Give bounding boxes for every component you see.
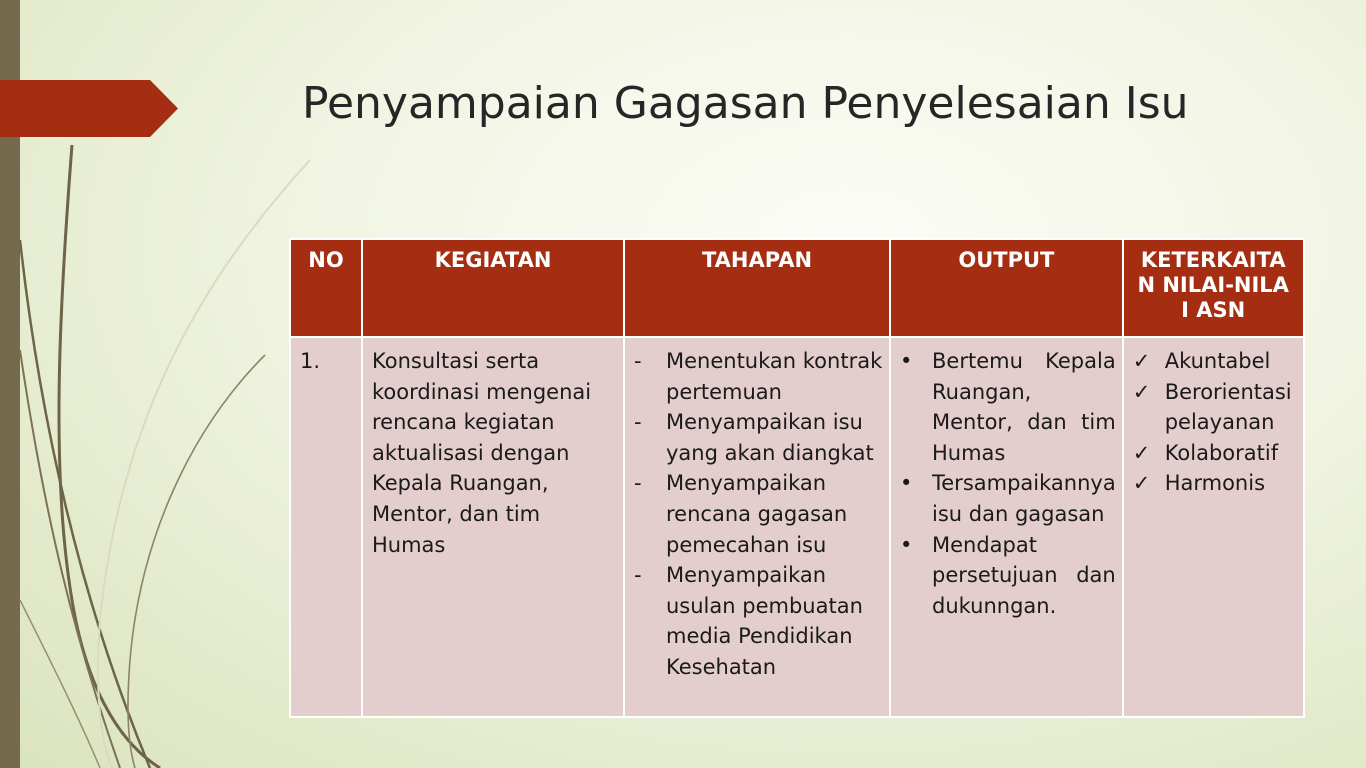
- check-icon: ✓: [1132, 379, 1151, 404]
- header-keterkaitan: KETERKAITAN NILAI-NILAI ASN: [1123, 239, 1304, 337]
- table-header-row: [290, 239, 1304, 337]
- cell-tahapan: [624, 337, 890, 717]
- list-item: • Bertemu Kepala Ruangan, Mentor, dan tim Humas: [900, 346, 1116, 468]
- dash-marker: -: [634, 410, 642, 435]
- keterkaitan-list: [1133, 346, 1297, 499]
- list-item: • Mendapat persetujuan dan dukunngan.: [900, 530, 1116, 622]
- list-item: - Menyampaikan isu yang akan diangkat: [634, 407, 883, 468]
- activity-table: [289, 238, 1305, 718]
- header-tahapan: TAHAPAN: [624, 239, 890, 337]
- check-icon: ✓: [1132, 349, 1151, 373]
- bullet-marker: •: [900, 471, 913, 496]
- check-icon: ✓: [1132, 440, 1151, 465]
- list-item: ✓ Akuntabel: [1133, 346, 1297, 377]
- dash-marker: -: [634, 563, 642, 588]
- dash-marker: -: [634, 471, 642, 496]
- cell-keterkaitan: [1123, 337, 1304, 717]
- bullet-marker: •: [900, 349, 913, 373]
- list-item: ✓ Harmonis: [1133, 468, 1297, 499]
- list-item: - Menentukan kontrak pertemuan: [634, 346, 883, 407]
- cell-no: 1.: [290, 337, 362, 717]
- header-no: NO: [290, 239, 362, 337]
- cell-output: [890, 337, 1123, 717]
- table-row: [290, 337, 1304, 717]
- tahapan-list: [634, 346, 883, 683]
- check-icon: ✓: [1132, 471, 1151, 496]
- cell-kegiatan: Konsultasi serta koordinasi mengenai rencana kegiatan aktualisasi dengan Kepala Ruangan, Mentor, dan tim Humas: [362, 337, 624, 717]
- bullet-marker: •: [900, 532, 913, 557]
- output-list: [900, 346, 1116, 621]
- list-item: ✓ Berorientasi pelayanan: [1133, 377, 1297, 438]
- dash-marker: -: [634, 349, 642, 373]
- slide-title: Penyampaian Gagasan Penyelesaian Isu: [302, 78, 1189, 129]
- header-output: OUTPUT: [890, 239, 1123, 337]
- arrow-banner-shape: [0, 80, 178, 137]
- list-item: - Menyampaikan rencana gagasan pemecahan isu: [634, 468, 883, 560]
- header-kegiatan: KEGIATAN: [362, 239, 624, 337]
- list-item: • Tersampaikannya isu dan gagasan: [900, 468, 1116, 529]
- list-item: ✓ Kolaboratif: [1133, 438, 1297, 469]
- list-item: - Menyampaikan usulan pembuatan media Pendidikan Kesehatan: [634, 560, 883, 682]
